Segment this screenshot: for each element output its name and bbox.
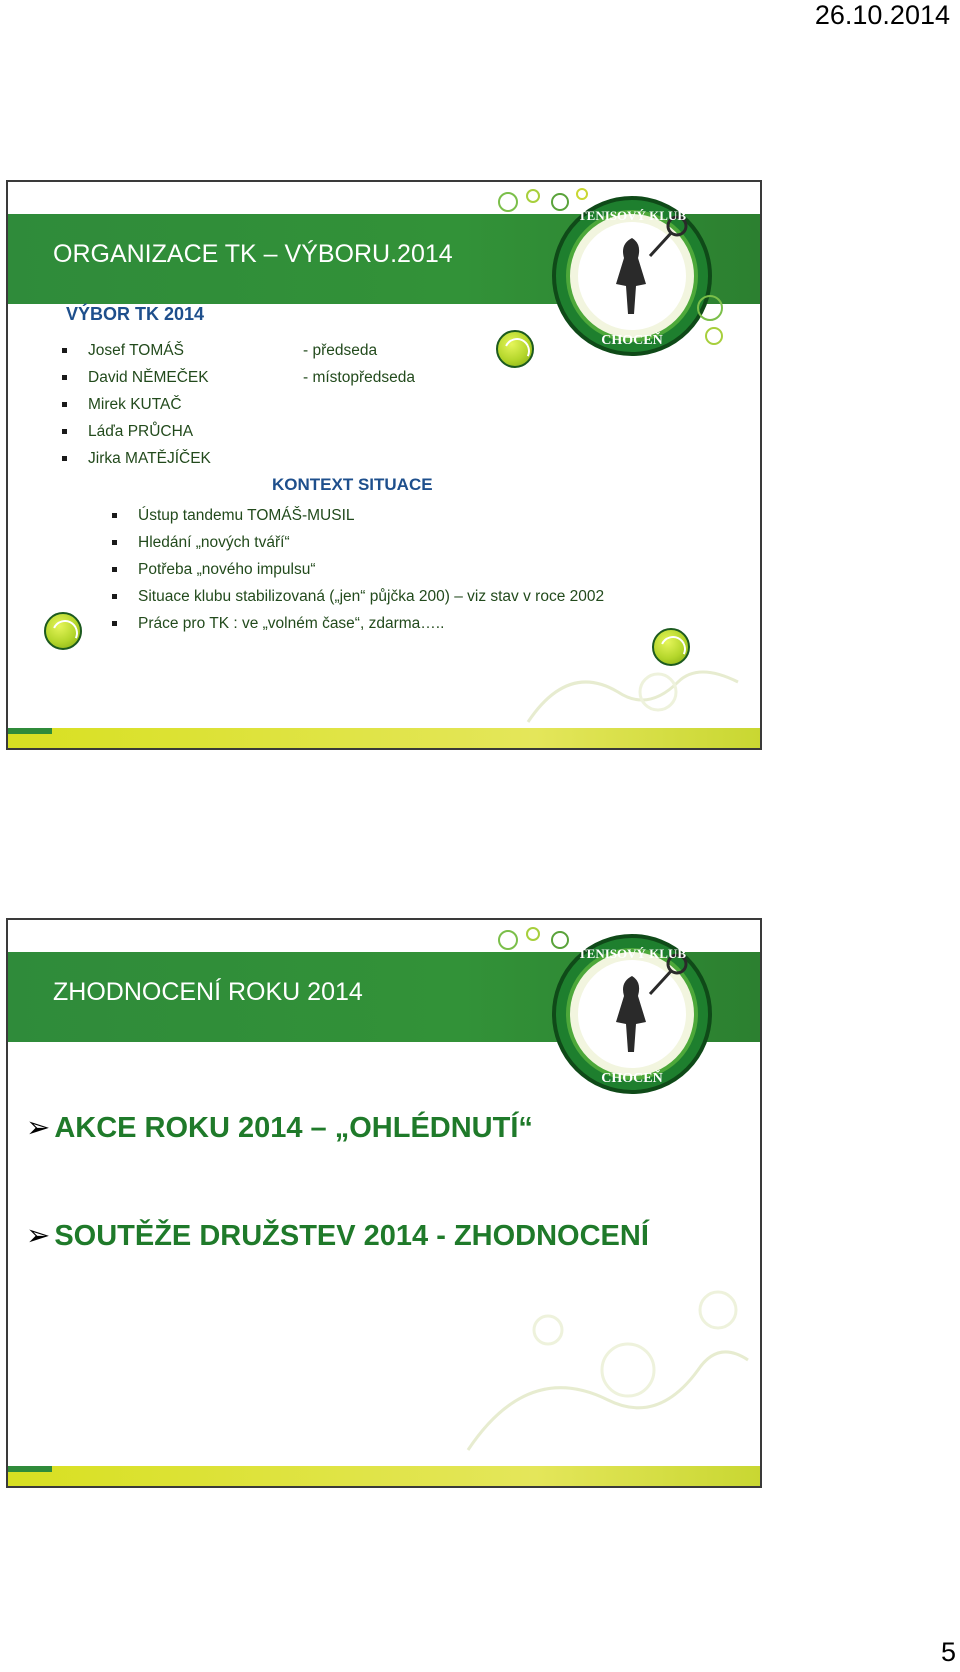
club-logo	[532, 918, 732, 1114]
bottom-band	[8, 1466, 760, 1486]
page-date: 26.10.2014	[814, 0, 950, 30]
member-name: Mirek KUTAČ	[88, 396, 182, 413]
slide-organizace	[6, 180, 762, 750]
member-name: Láďa PRŮCHA	[88, 423, 194, 440]
list-item: Situace klubu stabilizovaná („jen“ půjčka 200) – viz stav v roce 2002	[138, 588, 605, 605]
logo-arc-text: TENISOVÝ KLUB	[578, 208, 686, 223]
slide-title: ZHODNOCENÍ ROKU 2014	[53, 978, 363, 1006]
page-number: 5	[940, 1637, 956, 1667]
list-item: Potřeba „nového impulsu“	[138, 561, 316, 578]
context-heading: KONTEXT SITUACE	[272, 475, 433, 494]
logo-city-text: CHOCEŇ	[601, 1071, 663, 1086]
context-list	[138, 502, 604, 637]
list-item	[88, 337, 378, 364]
list-item	[88, 364, 415, 391]
member-name: David NĚMEČEK	[88, 369, 209, 386]
tennis-ball-icon	[44, 612, 82, 650]
agenda-item-text: SOUTĚŽE DRUŽSTEV 2014 - ZHODNOCENÍ	[54, 1220, 649, 1252]
slide-zhodnoceni	[6, 918, 762, 1488]
agenda-item	[26, 1110, 533, 1145]
agenda-item-text: AKCE ROKU 2014 – „OHLÉDNUTÍ“	[54, 1112, 533, 1144]
list-item	[88, 418, 211, 445]
logo-city-text: CHOCEŇ	[601, 333, 663, 348]
club-logo	[532, 180, 732, 376]
member-name: Jirka MATĚJÍČEK	[88, 450, 211, 467]
list-item	[88, 445, 211, 472]
member-role: - předseda	[303, 342, 378, 359]
list-item: Práce pro TK : ve „volném čase“, zdarma…..	[138, 615, 445, 632]
list-item: Hledání „nových tváří“	[138, 534, 290, 551]
committee-list	[88, 337, 415, 472]
member-role: - místopředseda	[303, 369, 415, 386]
bottom-band	[8, 728, 760, 748]
list-item: Ústup tandemu TOMÁŠ-MUSIL	[138, 507, 355, 524]
slide-title: ORGANIZACE TK – VÝBORU.2014	[53, 240, 453, 268]
logo-arc-text: TENISOVÝ KLUB	[578, 946, 686, 961]
arrow-bullet-icon: ➢	[26, 1220, 51, 1252]
committee-heading: VÝBOR TK 2014	[66, 304, 205, 324]
member-name: Josef TOMÁŠ	[88, 342, 184, 359]
arrow-bullet-icon: ➢	[26, 1112, 51, 1144]
decor-swirl	[508, 622, 758, 732]
tennis-ball-icon	[496, 330, 534, 368]
list-item	[88, 391, 211, 418]
decor-swirl	[428, 1250, 758, 1470]
agenda-item	[26, 1218, 649, 1253]
